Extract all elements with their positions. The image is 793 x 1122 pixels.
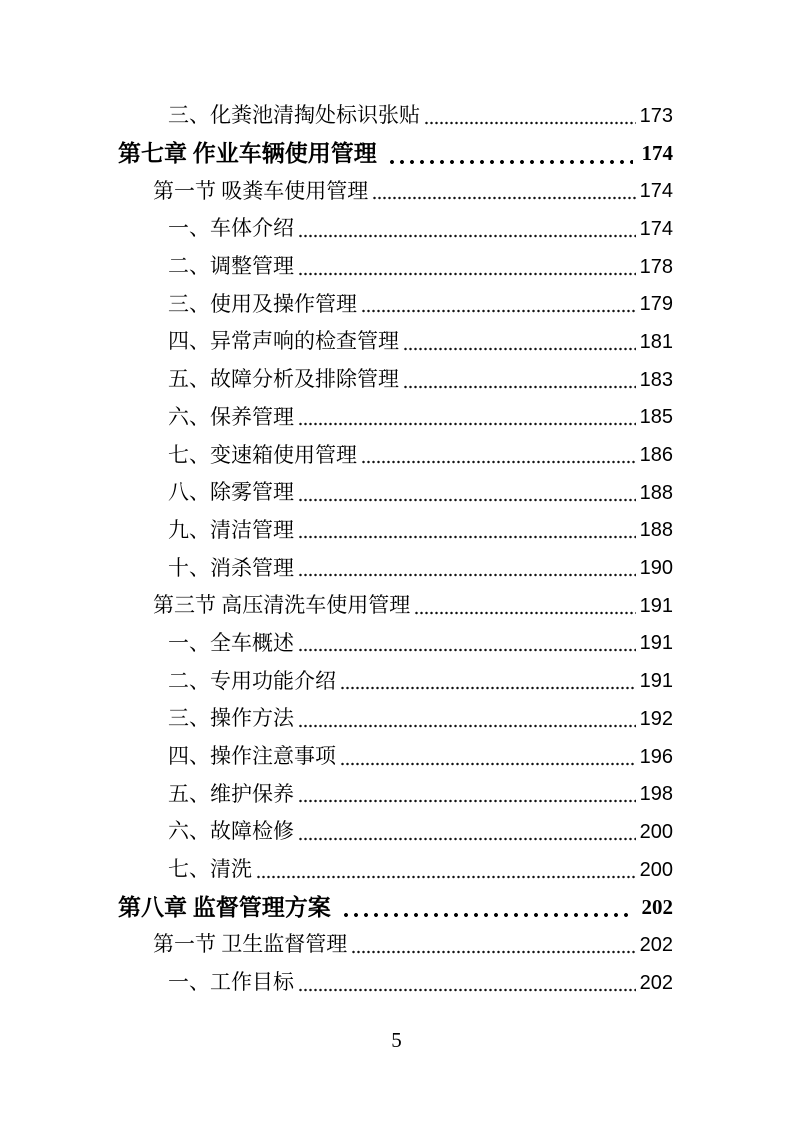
toc-entry-page: 179 [639,293,673,316]
dot-leader [298,422,636,426]
toc-entry-page: 191 [639,632,673,655]
toc-entry-page: 200 [639,858,673,881]
dot-leader [372,196,635,200]
dot-leader [298,272,636,276]
toc-entry-page: 183 [639,368,673,391]
toc-entry[interactable] [118,549,673,587]
toc-entry[interactable] [118,97,673,135]
toc-entry[interactable] [118,775,673,813]
toc-entry-page: 192 [639,707,673,730]
toc-entry-label: 三、使用及操作管理 [168,291,357,316]
dot-leader [298,648,636,652]
toc-entry-page: 173 [639,104,673,127]
toc-entry[interactable] [118,248,673,286]
toc-entry-page: 200 [639,820,673,843]
dot-leader [361,460,636,464]
toc-entry[interactable] [118,285,673,323]
toc-entry-label: 六、故障检修 [168,819,294,844]
dot-leader [298,988,636,992]
toc-entry[interactable] [118,399,673,437]
toc-entry-page: 185 [639,406,673,429]
toc-entry-page: 202 [639,933,673,956]
toc-entry-label: 三、化粪池清掏处标识张贴 [168,103,420,128]
toc-entry-page: 202 [639,971,673,994]
dot-leader [414,611,635,615]
toc-entry-page: 202 [641,894,673,919]
toc-entry[interactable] [118,888,673,926]
toc-entry[interactable] [118,474,673,512]
toc-entry[interactable] [118,135,673,173]
toc-entry[interactable] [118,436,673,474]
toc-entry-label: 四、异常声响的检查管理 [168,329,399,354]
toc-entry[interactable] [118,700,673,738]
dot-leader [361,309,636,313]
toc-entry-label: 第一节 卫生监督管理 [153,932,348,957]
toc-entry[interactable] [118,210,673,248]
toc-entry-page: 198 [639,783,673,806]
toc-entry-page: 188 [639,519,673,542]
dot-leader [256,875,636,879]
toc-entry[interactable] [118,964,673,1002]
toc-entry-page: 186 [639,444,673,467]
toc-entry-page: 191 [639,594,673,617]
dot-leader [298,535,636,539]
dot-leader [340,762,636,766]
toc-entry-page: 191 [639,670,673,693]
page-footer-number: 5 [391,1028,402,1052]
table-of-contents [118,97,673,1002]
dot-leader [298,498,636,502]
dot-leader [341,912,633,918]
toc-entry[interactable] [118,172,673,210]
toc-entry-label: 四、操作注意事项 [168,744,336,769]
toc-entry-page: 190 [639,557,673,580]
toc-entry-label: 八、除雾管理 [168,480,294,505]
dot-leader [298,573,636,577]
toc-entry-label: 一、全车概述 [168,630,294,655]
toc-entry-page: 188 [639,481,673,504]
toc-entry-label: 五、维护保养 [168,781,294,806]
toc-entry-label: 第八章 监督管理方案 [118,894,331,920]
toc-entry-label: 第三节 高压清洗车使用管理 [153,593,411,618]
dot-leader [387,159,633,165]
toc-entry-label: 二、调整管理 [168,254,294,279]
toc-entry-label: 六、保养管理 [168,404,294,429]
toc-entry-label: 七、变速箱使用管理 [168,442,357,467]
toc-entry-page: 181 [639,330,673,353]
dot-leader [403,385,636,389]
toc-entry[interactable] [118,361,673,399]
toc-entry-label: 七、清洗 [168,857,252,882]
dot-leader [298,837,636,841]
toc-entry-label: 九、清洁管理 [168,517,294,542]
toc-entry-page: 178 [639,255,673,278]
dot-leader [298,234,636,238]
toc-entry-page: 174 [639,180,673,203]
toc-entry[interactable] [118,926,673,964]
toc-entry[interactable] [118,323,673,361]
toc-entry-label: 二、专用功能介绍 [168,668,336,693]
toc-entry[interactable] [118,662,673,700]
toc-entry[interactable] [118,625,673,663]
dot-leader [424,121,636,125]
toc-entry-label: 十、消杀管理 [168,555,294,580]
toc-entry[interactable] [118,512,673,550]
toc-entry-label: 三、操作方法 [168,706,294,731]
toc-entry-label: 一、车体介绍 [168,216,294,241]
toc-entry-page: 174 [641,141,673,166]
toc-entry[interactable] [118,813,673,851]
dot-leader [340,686,636,690]
toc-entry[interactable] [118,738,673,776]
toc-entry-label: 第七章 作业车辆使用管理 [118,141,377,167]
toc-entry-page: 196 [639,745,673,768]
dot-leader [298,799,636,803]
toc-entry-label: 第一节 吸粪车使用管理 [153,178,369,203]
dot-leader [298,724,636,728]
toc-entry[interactable] [118,851,673,889]
toc-entry-page: 174 [639,217,673,240]
toc-entry-label: 一、工作目标 [168,970,294,995]
dot-leader [403,347,636,351]
dot-leader [351,950,635,954]
toc-entry[interactable] [118,587,673,625]
toc-entry-label: 五、故障分析及排除管理 [168,367,399,392]
